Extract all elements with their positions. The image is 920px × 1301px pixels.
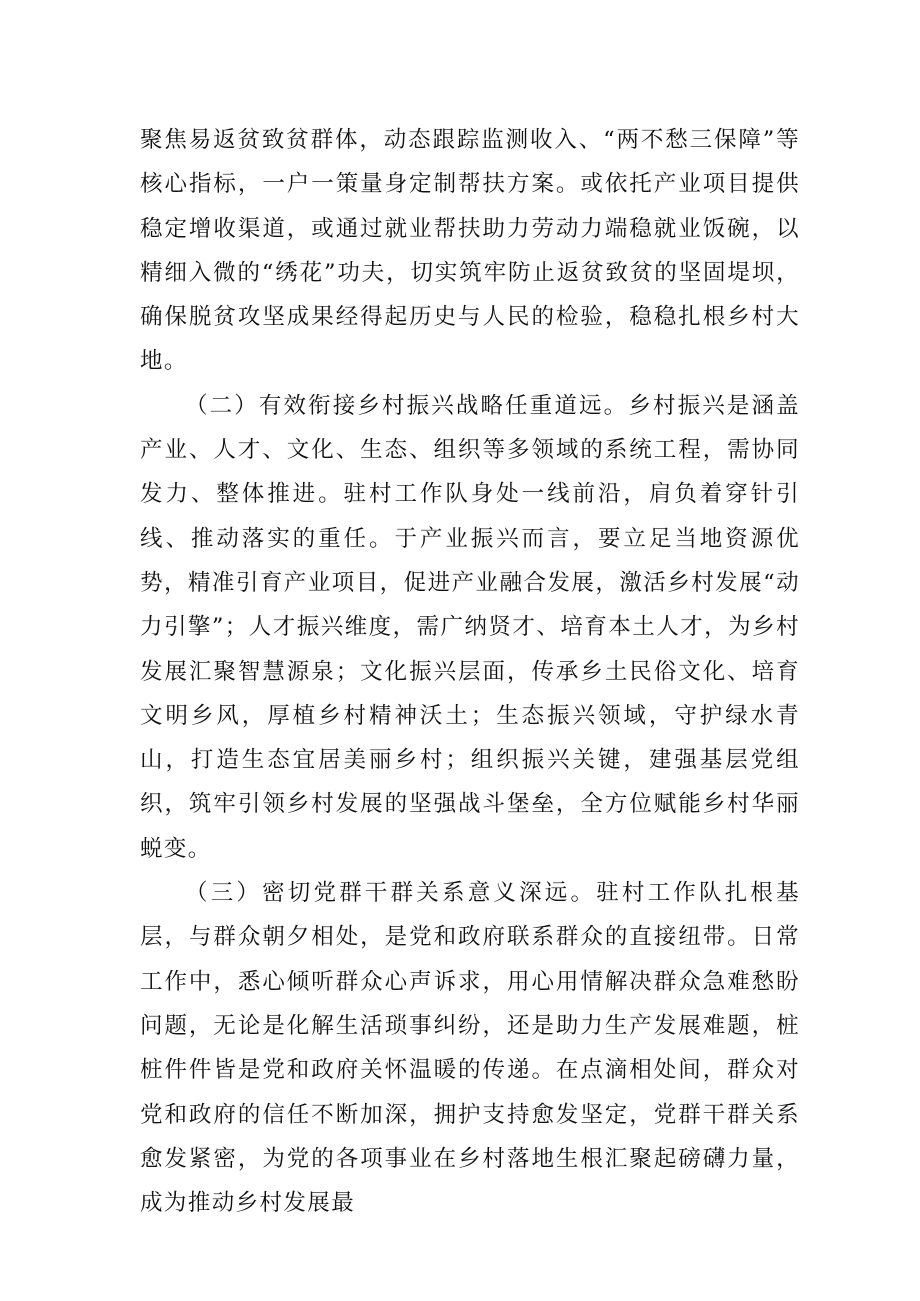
paragraph-continuation: 聚焦易返贫致贫群体，动态跟踪监测收入、“两不愁三保障”等核心指标，一户一策量身定制帮扶方案。或依托产业项目提供稳定增收渠道，或通过就业帮扶助力劳动力端稳就业饭碗，以精细入微的“绣花”功夫，切实筑牢防止返贫致贫的坚固堤坝，确保脱贫攻坚成果经得起历史与人民的检验，稳稳扎根乡村大地。 (140, 127, 800, 375)
paragraph-party-mass-relations: （三）密切党群干群关系意义深远。驻村工作队扎根基层，与群众朝夕相处，是党和政府联系群众的直接纽带。日常工作中，悉心倾听群众心声诉求，用心用情解决群众急难愁盼问题，无论是化解生活琐事纠纷，还是助力生产发展难题，桩桩件件皆是党和政府关怀温暖的传递。在点滴相处间，群众对党和政府的信任不断加深，拥护支持愈发坚定，党群干群关系愈发紧密，为党的各项事业在乡村落地生根汇聚起磅礴力量，成为推动乡村发展最 (140, 880, 800, 1217)
document-body (140, 118, 800, 1225)
paragraph-rural-revitalization: （二）有效衔接乡村振兴战略任重道远。乡村振兴是涵盖产业、人才、文化、生态、组织等多领域的系统工程，需协同发力、整体推进。驻村工作队身处一线前沿，肩负着穿针引线、推动落实的重任。于产业振兴而言，要立足当地资源优势，精准引育产业项目，促进产业融合发展，激活乡村发展“动力引擎”；人才振兴维度，需广纳贤才、培育本土人才，为乡村发展汇聚智慧源泉；文化振兴层面，传承乡土民俗文化、培育文明乡风，厚植乡村精神沃土；生态振兴领域，守护绿水青山，打造生态宜居美丽乡村；组织振兴关键，建强基层党组织，筑牢引领乡村发展的坚强战斗堡垒，全方位赋能乡村华丽蜕变。 (140, 392, 800, 862)
